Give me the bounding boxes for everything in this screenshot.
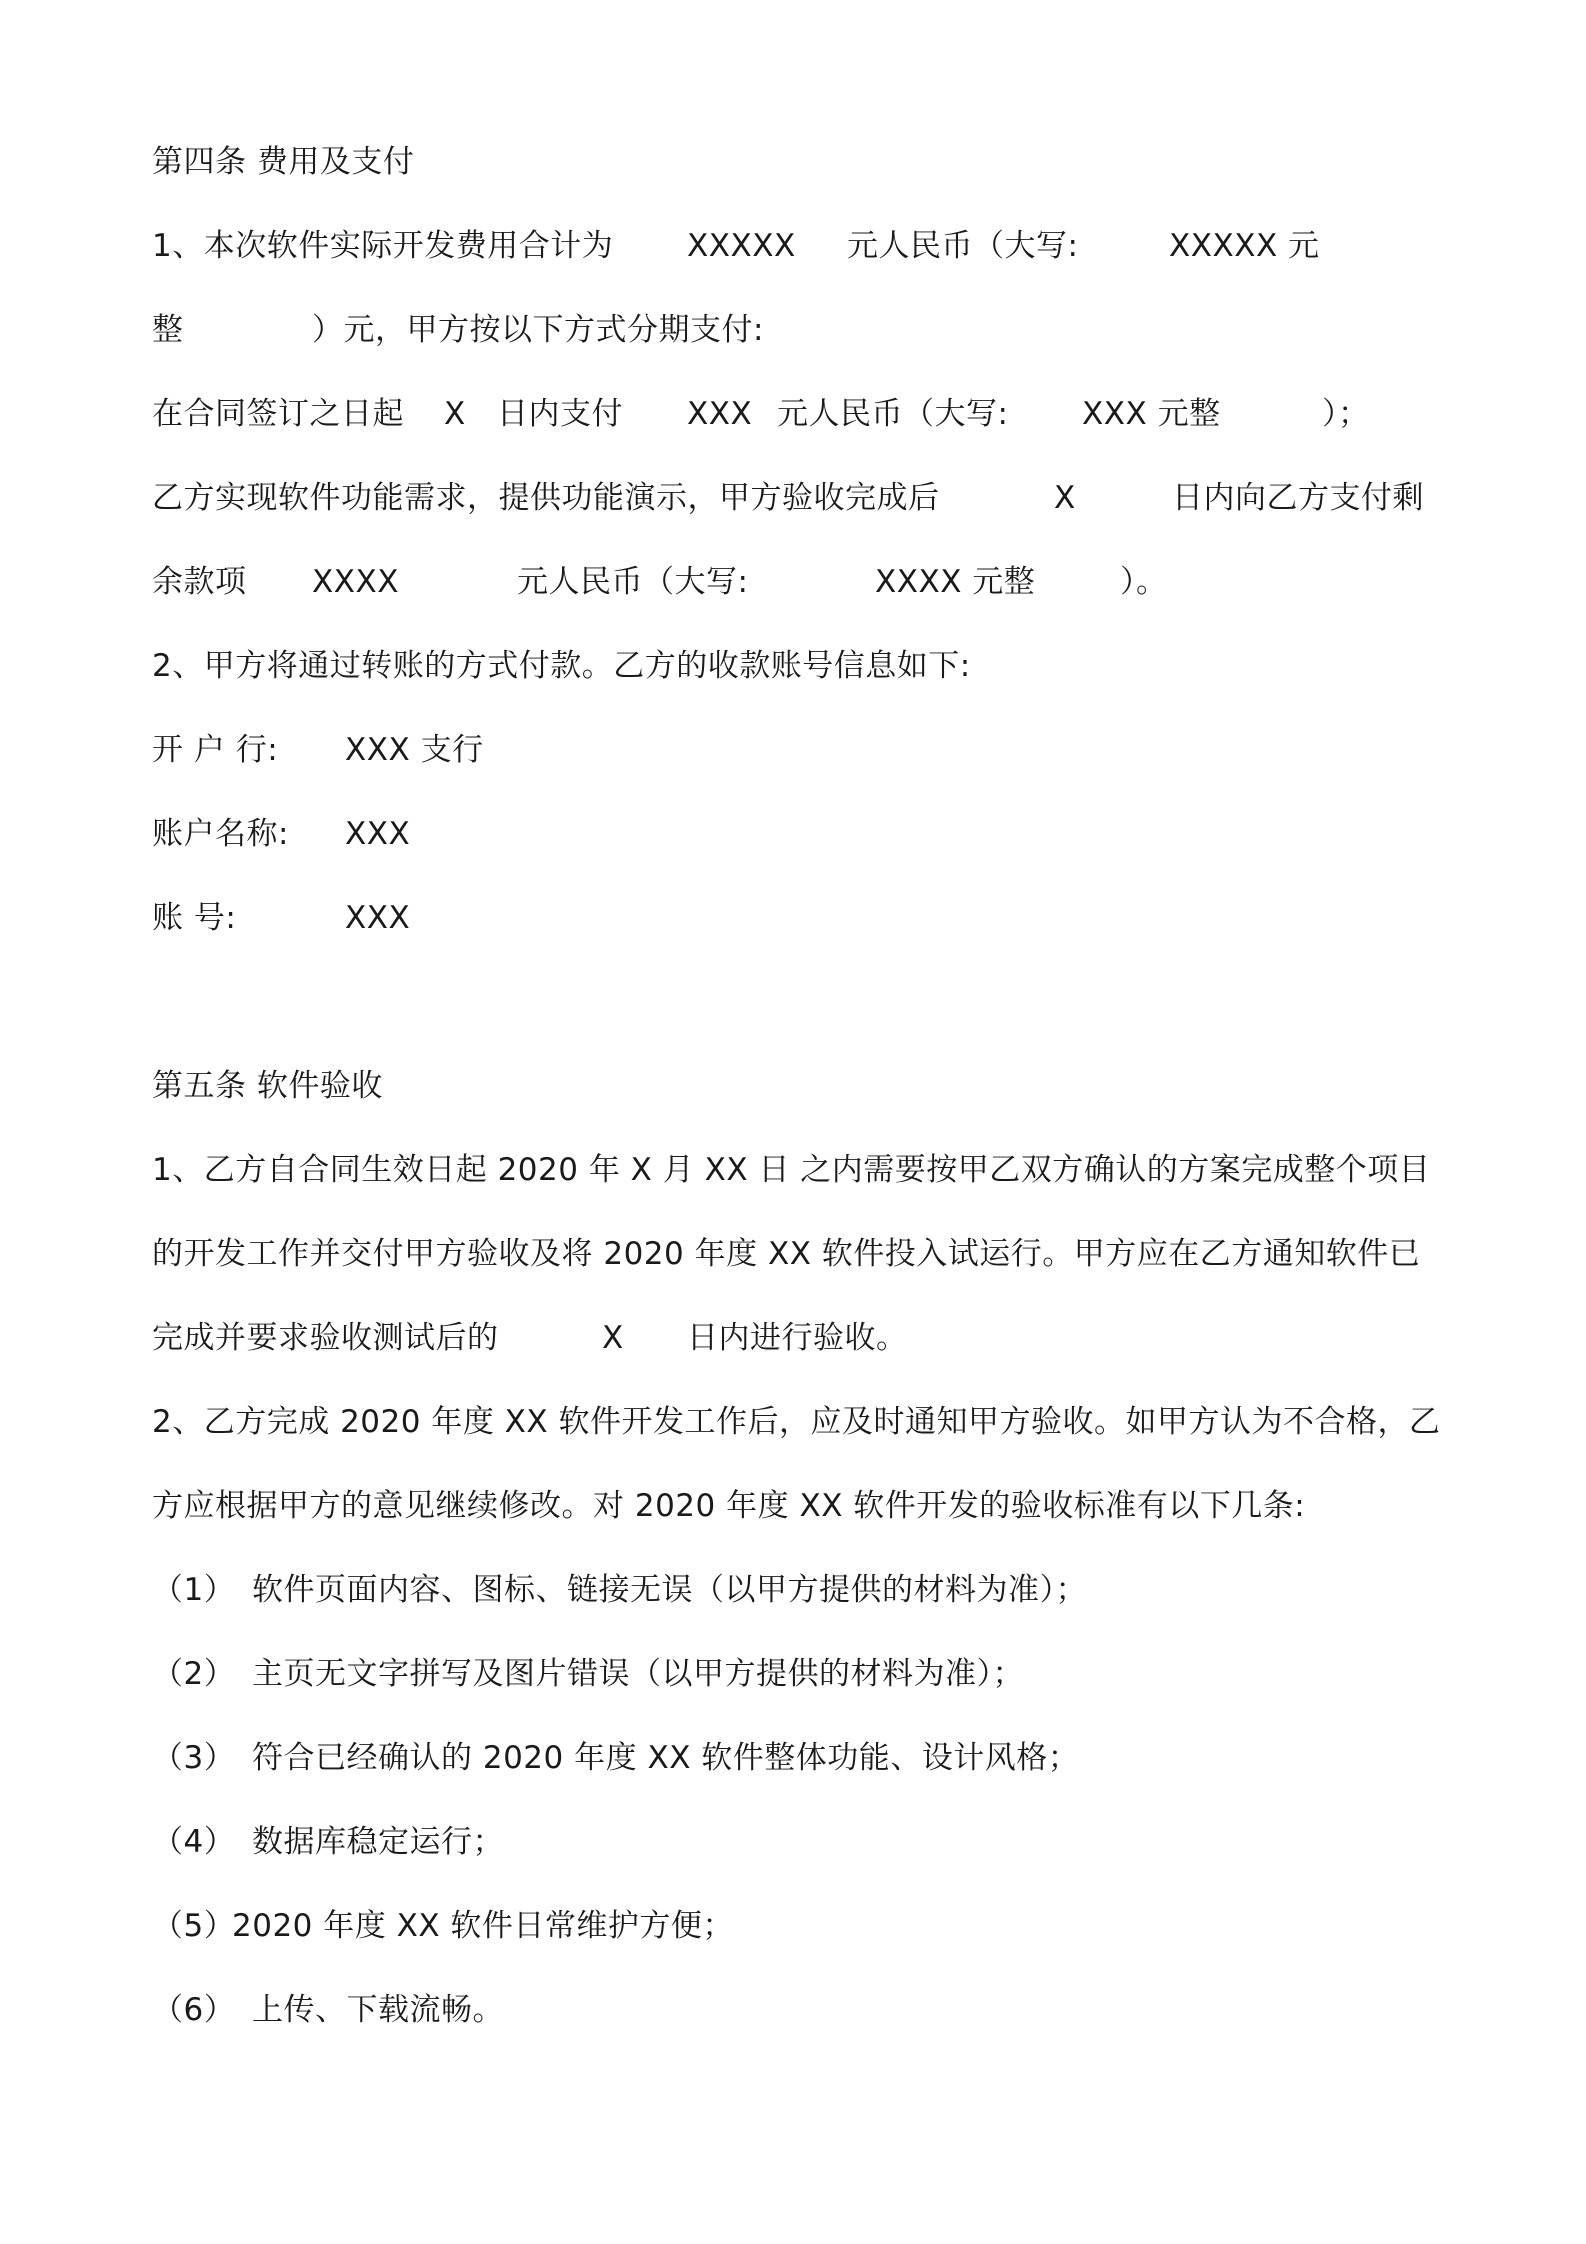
text: 元人民币（大写: (777, 396, 1009, 432)
text: 元人民币（大写: (847, 228, 1079, 264)
amount-upper-value: XXXXX 元 (1169, 228, 1320, 264)
criteria-number: （1） (152, 1572, 236, 1608)
text: ）； (1322, 396, 1370, 432)
criteria-number: （3） (152, 1740, 236, 1776)
text: 乙方实现软件功能需求，提供功能演示，甲方验收完成后 (152, 480, 940, 516)
text: 日内支付 (497, 396, 623, 432)
account-name-label: 账户名称: (152, 816, 289, 852)
amount-value: XXXX (312, 564, 399, 600)
criteria-text: 主页无文字拼写及图片错误（以甲方提供的材料为准）； (252, 1656, 1024, 1692)
criteria-text: 上传、下载流畅。 (252, 1992, 504, 2028)
account-number-label: 账 号: (152, 900, 237, 936)
bank-value: XXX 支行 (345, 732, 484, 768)
text: 在合同签订之日起 (152, 396, 404, 432)
criteria-number: （6） (152, 1992, 236, 2028)
text: 余款项 (152, 564, 247, 600)
text: 日内向乙方支付剩 (1172, 480, 1424, 516)
amount-value: XXXXX (687, 228, 796, 264)
criteria-text: 数据库稳定运行； (252, 1824, 504, 1860)
criteria-text: 符合已经确认的 2020 年度 XX 软件整体功能、设计风格； (252, 1740, 1080, 1776)
account-name-value: XXX (345, 816, 411, 852)
account-number-value: XXX (345, 900, 411, 936)
text: 整 (152, 312, 184, 348)
text: 日内进行验收。 (687, 1320, 908, 1356)
criteria-text: 软件页面内容、图标、链接无误（以甲方提供的材料为准）； (252, 1572, 1087, 1608)
days-value: X (602, 1320, 624, 1356)
criteria-text: 2020 年度 XX 软件日常维护方便； (232, 1908, 734, 1944)
text: 完成并要求验收测试后的 (152, 1320, 499, 1356)
document-page: 第四条 费用及支付 1、本次软件实际开发费用合计为 XXXXX 元人民币（大写: XXXXX 元 整 ）元，甲方按以下方式分期支付: 在合同签订之日起 X 日内支付 XXX 元人民币（大写: XXX 元整 ）； 乙方实现软件功能需求，提供功能演示，甲方验收完成后 X 日内向乙方支付剩 余款项 XXXX 元人民币（大写: XXXX 元整 ）。 2、甲方将通过转账的方式付款。乙方的收款账号信息如下: 开 户 行: XXX 支行 账户名称: XXX 账 号: XXX 第五条 软件验收 1、乙方自合同生效日起 2020 年 X 月 XX 日 之内需要按甲乙双方确认的方案完成整个项目 的开发工作并交付甲方验收及将 2020 年度 XX 软件投入试运行。甲方应在乙方通知软件已 完成并要求验收测试后的 X 日内进行验收。 2、乙方完成 2020 年度 XX 软件开发工作后，应及时通知甲方验收。如甲方认为不合格，乙 方应根据甲方的意见继续修改。对 2020 年度 XX 软件开发的验收标准有以下几条: （1） 软件页面内容、图标、链接无误（以甲方提供的材料为准）； （2） 主页无文字拼写及图片错误（以甲方提供的材料为准）； （3） 符合已经确认的 2020 年度 XX 软件整体功能、设计风格； （4） 数据库稳定运行； （5） 2020 年度 XX 软件日常维护方便； （6） 上传、下载流畅。 (152, 144, 1441, 2028)
text: ）元，甲方按以下方式分期支付: (312, 312, 764, 348)
text: 1、本次软件实际开发费用合计为 (152, 228, 614, 264)
text: 元人民币（大写: (517, 564, 749, 600)
criteria-number: （4） (152, 1824, 236, 1860)
text: ）。 (1120, 564, 1168, 600)
amount-upper-value: XXXX 元整 (875, 564, 1036, 600)
criteria-number: （5） (152, 1908, 236, 1944)
days-value: X (1054, 480, 1076, 516)
days-value: X (444, 396, 466, 432)
criteria-number: （2） (152, 1656, 236, 1692)
bank-label: 开 户 行: (152, 732, 279, 768)
amount-value: XXX (687, 396, 753, 432)
amount-upper-value: XXX 元整 (1082, 396, 1221, 432)
